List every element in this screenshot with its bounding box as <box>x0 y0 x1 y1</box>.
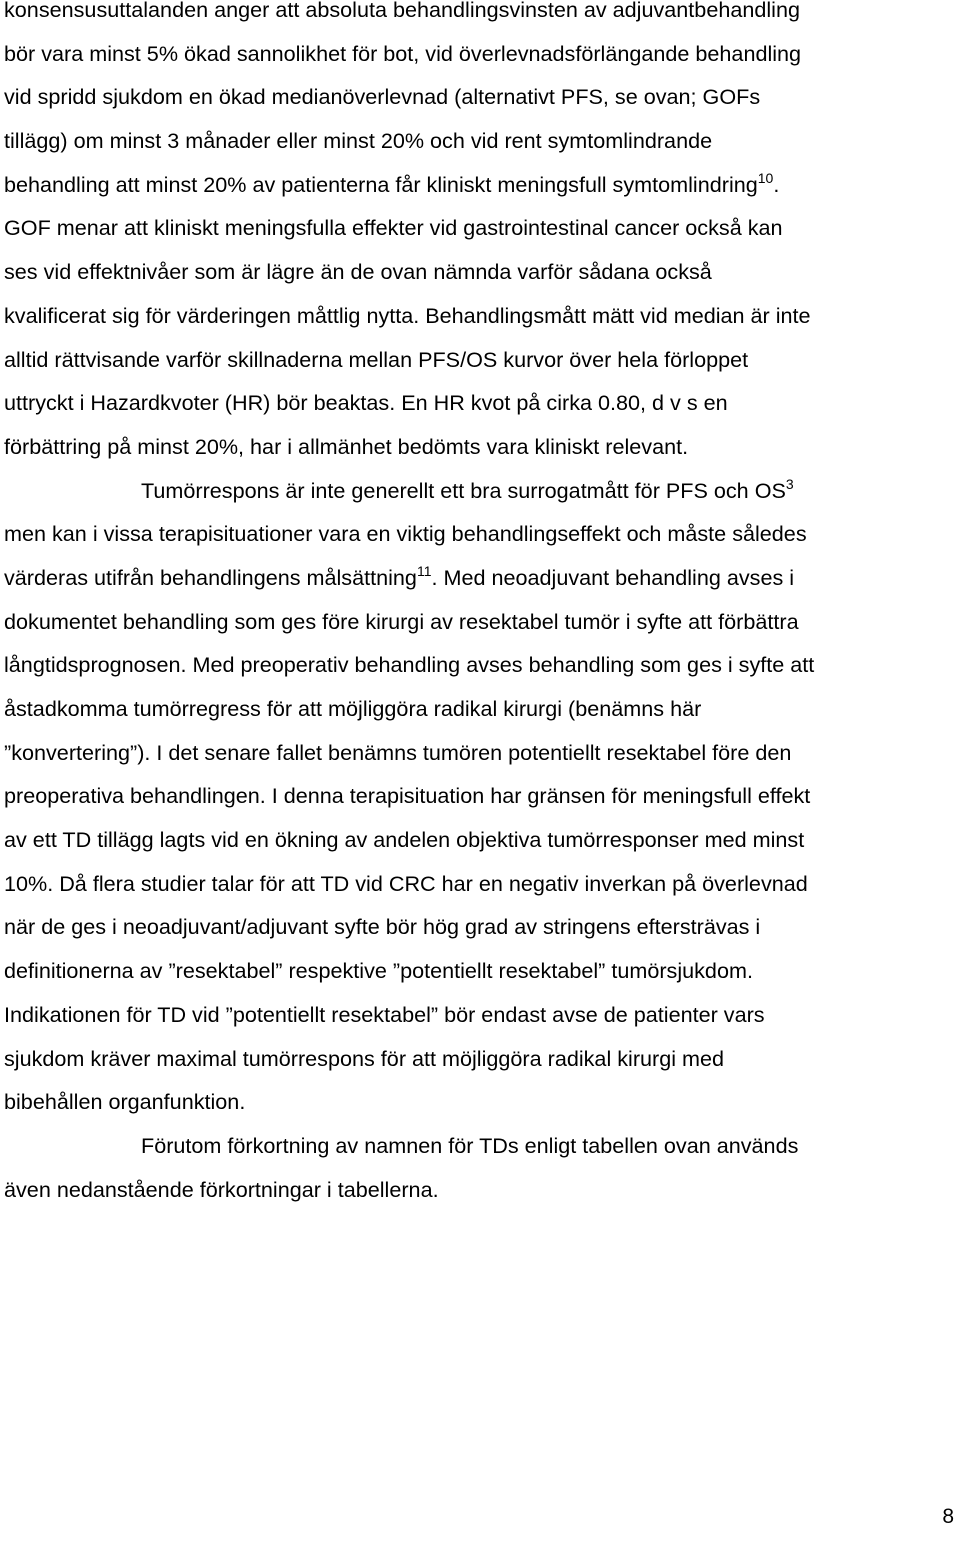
text-line <box>4 818 956 862</box>
reference-superscript: 10 <box>757 169 774 186</box>
text-segment: ”konvertering”). I det senare fallet benämns tumören potentiellt resektabel före den <box>4 739 792 765</box>
text-segment: sjukdom kräver maximal tumörrespons för att möjliggöra radikal kirurgi med <box>4 1045 725 1071</box>
text-segment: alltid rättvisande varför skillnaderna mellan PFS/OS kurvor över hela förloppet <box>4 346 749 372</box>
text-line <box>4 206 956 250</box>
text-segment: tillägg) om minst 3 månader eller minst 20% och vid rent symtomlindrande <box>4 128 713 154</box>
paragraph-treatment-benefit <box>4 0 956 469</box>
text-segment: dokumentet behandling som ges före kirurgi av resektabel tumör i syfte att förbättra <box>4 608 799 634</box>
text-segment: kvalificerat sig för värderingen måttlig nytta. Behandlingsmått mätt vid median är inte <box>4 302 811 328</box>
text-segment: definitionerna av ”resektabel” respektive ”potentiellt resektabel” tumörsjukdom. <box>4 958 753 984</box>
text-line <box>4 163 956 207</box>
text-segment: långtidsprognosen. Med preoperativ behandling avses behandling som ges i syfte att <box>4 652 815 678</box>
text-line <box>4 731 956 775</box>
text-segment: av ett TD tillägg lagts vid en ökning av andelen objektiva tumörresponser med minst <box>4 827 805 853</box>
text-line <box>4 119 956 163</box>
text-line <box>4 1080 956 1124</box>
text-line <box>4 469 956 513</box>
text-line <box>4 905 956 949</box>
text-line <box>4 643 956 687</box>
text-line <box>4 338 956 382</box>
text-segment: preoperativa behandlingen. I denna terapisituation har gränsen för meningsfull effekt <box>4 783 811 809</box>
text-line <box>4 993 956 1037</box>
text-segment: när de ges i neoadjuvant/adjuvant syfte bör hög grad av stringens eftersträvas i <box>4 914 761 940</box>
text-line <box>4 600 956 644</box>
text-line <box>4 32 956 76</box>
text-segment: Förutom förkortning av namnen för TDs enligt tabellen ovan används <box>141 1132 799 1158</box>
text-segment: vid spridd sjukdom en ökad medianöverlevnad (alternativt PFS, se ovan; GOFs <box>4 84 761 110</box>
page-number: 8 <box>942 1505 954 1528</box>
reference-superscript: 11 <box>416 562 432 579</box>
text-segment: behandling att minst 20% av patienterna får kliniskt meningsfull symtomlindring <box>4 171 758 197</box>
text-segment: uttryckt i Hazardkvoter (HR) bör beaktas. En HR kvot på cirka 0.80, d v s en <box>4 390 728 416</box>
text-segment: Indikationen för TD vid ”potentiellt resektabel” bör endast avse de patienter vars <box>4 1001 765 1027</box>
text-segment: värderas utifrån behandlingens målsättning <box>4 564 417 590</box>
text-segment: ses vid effektnivåer som är lägre än de ovan nämnda varför sådana också <box>4 259 712 285</box>
text-line <box>4 556 956 600</box>
text-line <box>4 687 956 731</box>
text-line <box>4 1168 956 1212</box>
text-segment: Tumörrespons är inte generellt ett bra surrogatmått för PFS och OS <box>141 477 786 503</box>
text-line <box>4 250 956 294</box>
text-segment: men kan i vissa terapisituationer vara en viktig behandlingseffekt och måste således <box>4 521 807 547</box>
text-line <box>4 949 956 993</box>
text-line <box>4 75 956 119</box>
text-line <box>4 774 956 818</box>
text-segment: bör vara minst 5% ökad sannolikhet för bot, vid överlevnadsförlängande behandling <box>4 40 802 66</box>
text-segment: 10%. Då flera studier talar för att TD vid CRC har en negativ inverkan på överlevnad <box>4 870 808 896</box>
text-line <box>4 381 956 425</box>
paragraph-abbreviations <box>4 1124 956 1211</box>
reference-superscript: 3 <box>785 475 794 492</box>
text-segment: . Med neoadjuvant behandling avses i <box>431 564 795 590</box>
text-line <box>4 1037 956 1081</box>
text-line <box>4 425 956 469</box>
text-segment: GOF menar att kliniskt meningsfulla effekter vid gastrointestinal cancer också kan <box>4 215 783 241</box>
text-segment: även nedanstående förkortningar i tabellerna. <box>4 1176 439 1202</box>
text-segment: åstadkomma tumörregress för att möjliggöra radikal kirurgi (benämns här <box>4 696 702 721</box>
text-segment: . <box>773 171 780 197</box>
paragraph-tumor-response <box>4 469 956 1124</box>
document-page <box>4 0 956 1211</box>
text-line <box>4 1124 956 1168</box>
text-segment: bibehållen organfunktion. <box>4 1089 246 1115</box>
text-line <box>4 512 956 556</box>
text-segment: förbättring på minst 20%, har i allmänhet bedömts vara kliniskt relevant. <box>4 433 689 459</box>
text-line <box>4 0 956 32</box>
text-segment: konsensusuttalanden anger att absoluta behandlingsvinsten av adjuvantbehandling <box>4 0 800 22</box>
text-line <box>4 862 956 906</box>
text-line <box>4 294 956 338</box>
